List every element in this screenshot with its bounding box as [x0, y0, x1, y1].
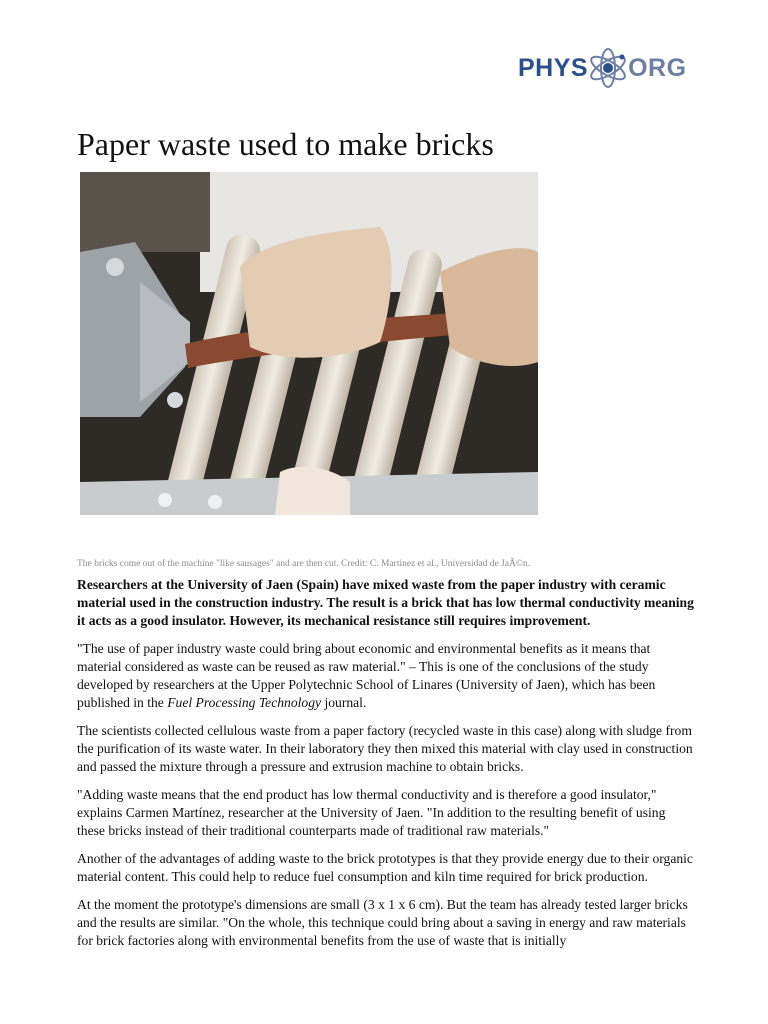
article-body: [77, 576, 695, 960]
photo-caption: The bricks come out of the machine "like sausages" and are then cut. Credit: C. Martinez et al., Universidad de JaÃ©n.: [77, 559, 531, 569]
paragraph-1: [77, 640, 695, 712]
article-photo: [80, 172, 538, 515]
article-title: Paper waste used to make bricks: [77, 126, 494, 162]
paragraph-2: The scientists collected cellulous waste from a paper factory (recycled waste in this case) along with sludge from the purification of its waste water. In their laboratory they then mixed this material with clay used in construction and passed the mixture through a pressure and extrusion machine to obtain bricks.: [77, 723, 693, 774]
paragraph-1-text-after: journal.: [321, 695, 367, 710]
phys-org-logo[interactable]: [518, 44, 687, 92]
logo-text-org: ORG: [628, 53, 687, 82]
paragraph-3: "Adding waste means that the end product has low thermal conductivity and is therefore a good insulator," explains Carmen Martínez, researcher at the University of Jaen. "In addition to the resulting benefit of using these bricks instead of their traditional counterparts made of traditional raw materials.": [77, 787, 666, 838]
atom-icon: [586, 46, 630, 90]
article-lead: Researchers at the University of Jaen (Spain) have mixed waste from the paper industry with ceramic material used in the construction industry. The result is a brick that has low thermal conductivity meaning it acts as a good insulator. However, its mechanical resistance still requires improvement.: [77, 577, 694, 628]
paragraph-5: At the moment the prototype's dimensions are small (3 x 1 x 6 cm). But the team has already tested larger bricks and the results are similar. "On the whole, this technique could bring about a saving in energy and raw materials for brick factories along with environmental benefits from the use of waste that is initially: [77, 897, 688, 948]
logo-text-phys: PHYS: [518, 53, 589, 82]
paragraph-4: Another of the advantages of adding waste to the brick prototypes is that they provide energy due to their organic material content. This could help to reduce fuel consumption and kiln time required for brick production.: [77, 851, 693, 884]
paragraph-1-text-before: "The use of paper industry waste could bring about economic and environmental benefits as it means that material considered as waste can be reused as raw material." – This is one of the conclusions of the study developed by researchers at the Upper Polytechnic School of Linares (University of Jaen), which has been published in the: [77, 641, 656, 710]
journal-name: Fuel Processing Technology: [167, 695, 322, 710]
